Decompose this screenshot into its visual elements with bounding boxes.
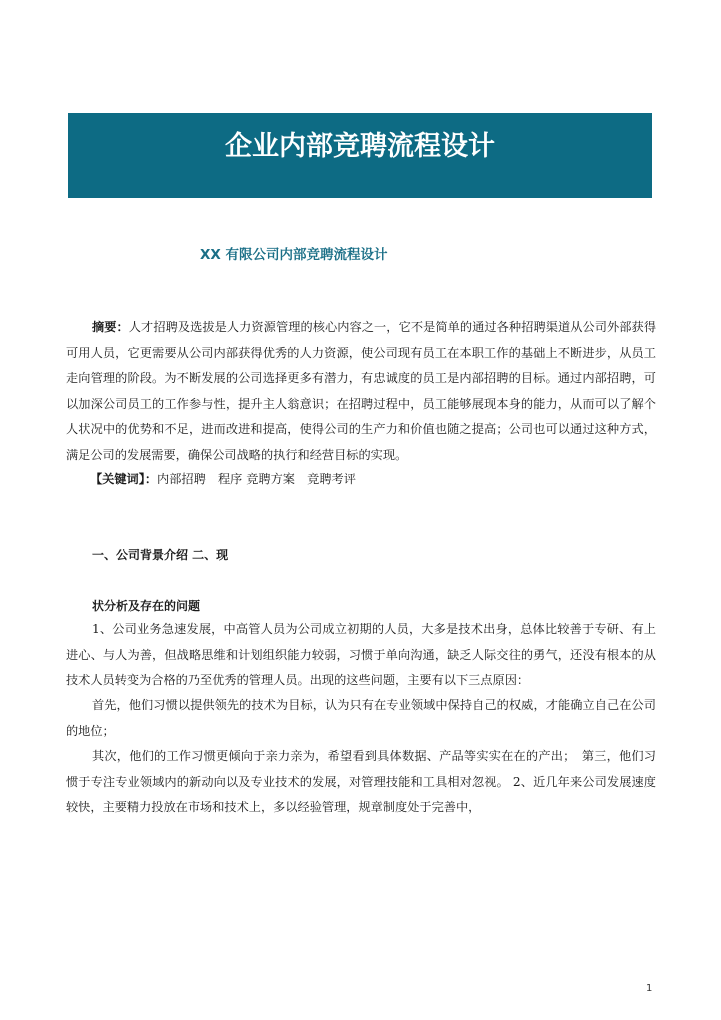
abstract-paragraph <box>66 315 656 468</box>
document-subtitle: XX 有限公司内部竞聘流程设计 <box>200 247 388 263</box>
body-paragraph-3: 其次，他们的工作习惯更倾向于亲力亲为，希望看到具体数据、产品等实实在在的产出； 第三，他们习惯于专注专业领域内的新动向以及专业技术的发展，对管理技能和工具相对忽视。 2、近几年来公司发展速度较快，主要精力投放在市场和技术上，多以经验管理，规章制度处于完善中， <box>66 749 656 814</box>
body-paragraph-1: 1、公司业务急速发展，中高管人员为公司成立初期的人员，大多是技术出身，总体比较善于专研、有上进心、与人为善，但战略思维和计划组织能力较弱，习惯于单向沟通，缺乏人际交往的勇气，还没有根本的从技术人员转变为合格的乃至优秀的管理人员。出现的这些问题，主要有以下三点原因： <box>66 622 656 687</box>
abstract-label: 摘要： <box>92 320 129 334</box>
document-title: 企业内部竞聘流程设计 <box>225 131 495 162</box>
abstract-text: 人才招聘及选拔是人力资源管理的核心内容之一，它不是简单的通过各种招聘渠道从公司外部获得可用人员，它更需要从公司内部获得优秀的人力资源，使公司现有员工在本职工作的基础上不断进步，从员工走向管理的阶段。为不断发展的公司选择更多有潜力，有忠诚度的员工是内部招聘的目标。通过内部招聘，可以加深公司员工的工作参与性，提升主人翁意识；在招聘过程中，员工能够展现本身的能力，从而可以了解个人状况中的优势和不足，进而改进和提高，使得公司的生产力和价值也随之提高；公司也可以通过这种方式，满足公司的发展需要，确保公司战略的执行和经营目标的实现。 <box>66 320 657 462</box>
keywords-line <box>90 467 356 492</box>
section-heading-2: 状分析及存在的问题 <box>92 599 201 613</box>
title-banner <box>68 113 652 198</box>
keywords-label: 【关键词】： <box>90 472 158 486</box>
body-paragraph-2: 首先，他们习惯以提供领先的技术为目标，认为只有在专业领域中保持自己的权威，才能确立自己在公司的地位； <box>66 698 656 738</box>
page-number: 1 <box>646 983 653 994</box>
section-heading-1: 一、公司背景介绍 二、现 <box>92 548 229 562</box>
keywords-text: 内部招聘 程序 竞聘方案 竞聘考评 <box>157 472 356 486</box>
